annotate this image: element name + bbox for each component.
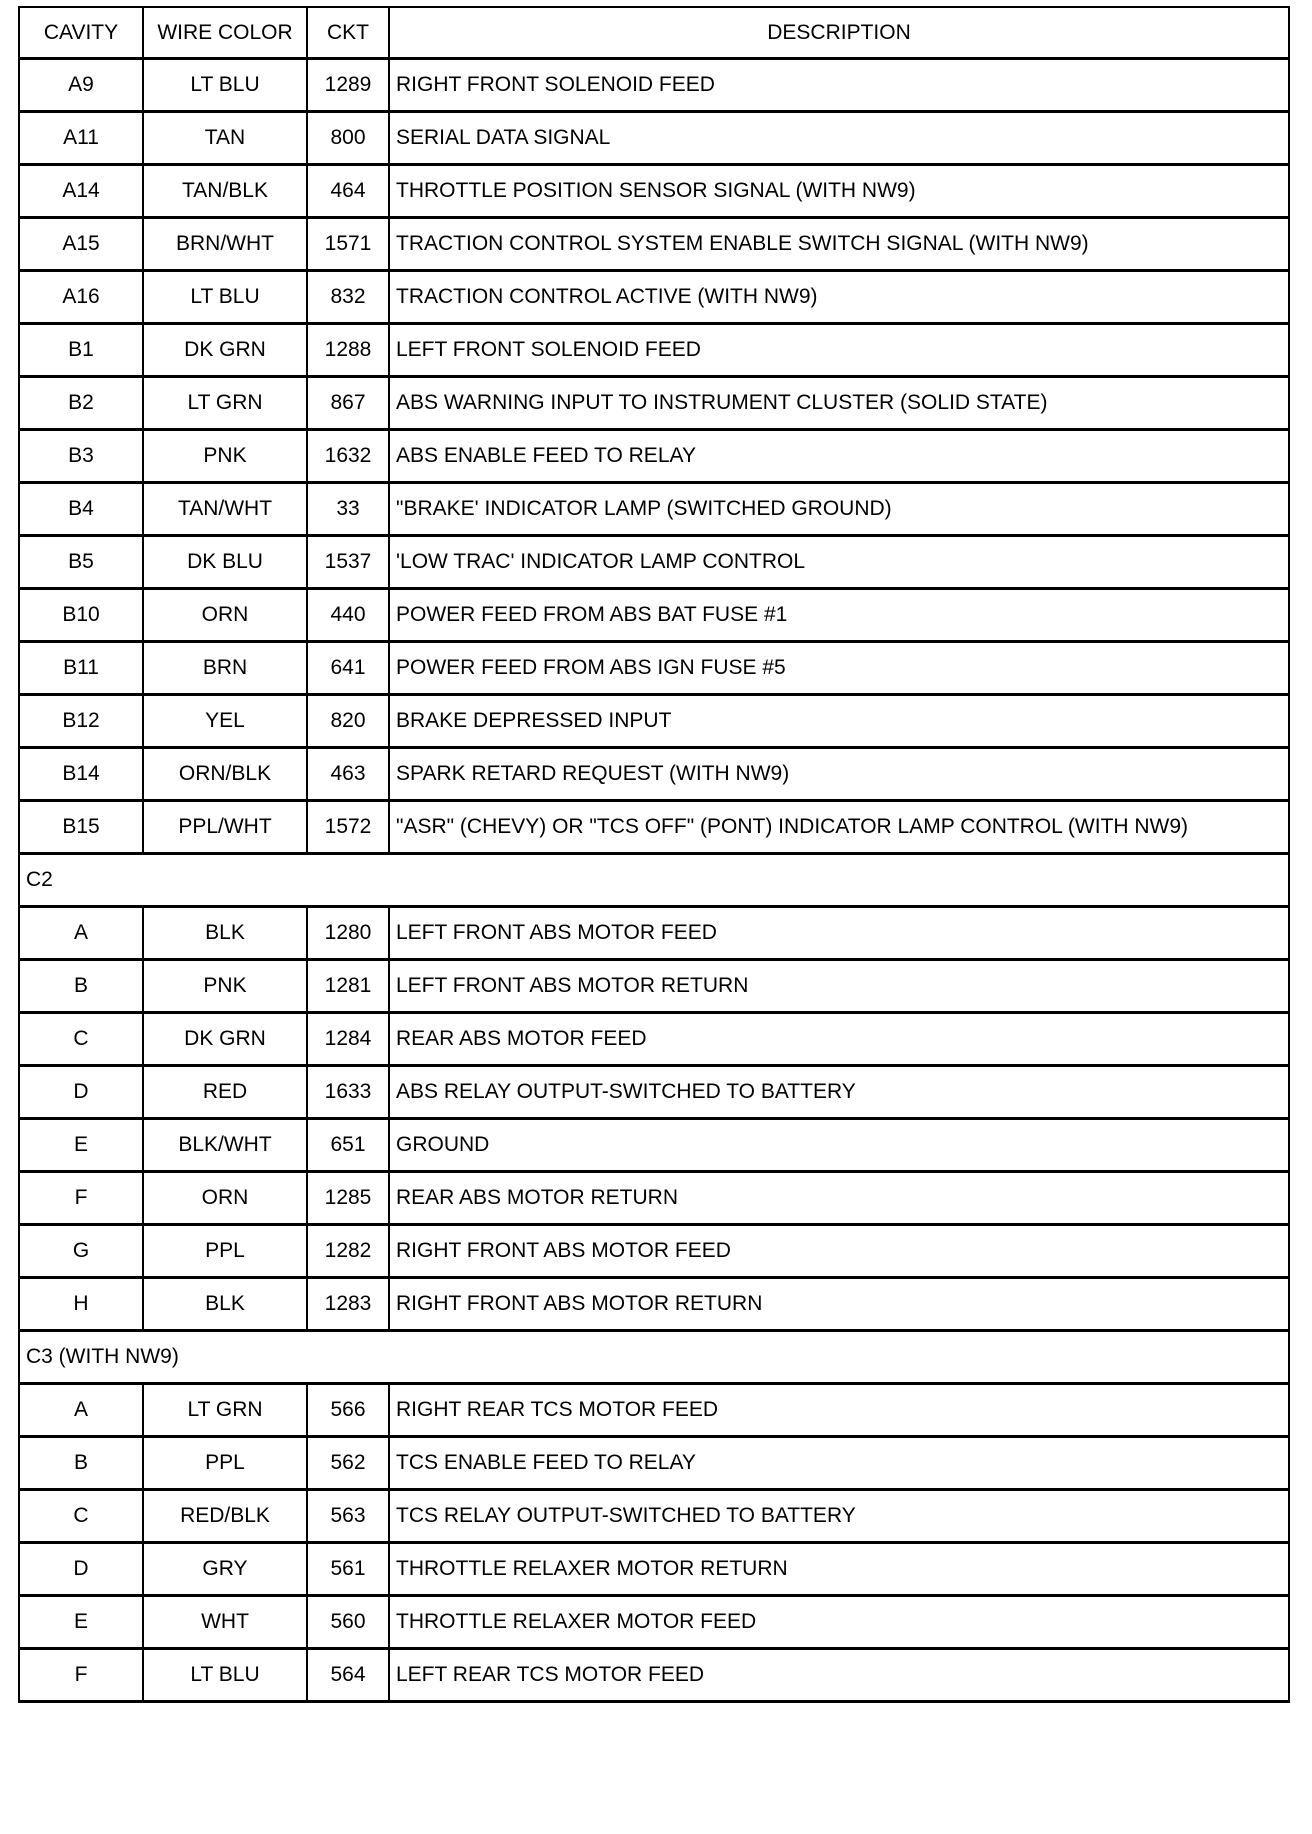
ckt-cell: 1572 [307, 801, 389, 854]
description-cell: TRACTION CONTROL ACTIVE (WITH NW9) [389, 271, 1289, 324]
wire-color-cell: BRN [143, 642, 307, 695]
section-header-row [19, 1331, 1289, 1384]
ckt-cell: 564 [307, 1649, 389, 1702]
cavity-cell: G [19, 1225, 143, 1278]
description-cell: REAR ABS MOTOR FEED [389, 1013, 1289, 1066]
ckt-cell: 867 [307, 377, 389, 430]
wire-color-cell: GRY [143, 1543, 307, 1596]
description-cell: REAR ABS MOTOR RETURN [389, 1172, 1289, 1225]
ckt-cell: 1285 [307, 1172, 389, 1225]
description-cell: ABS WARNING INPUT TO INSTRUMENT CLUSTER (SOLID STATE) [389, 377, 1289, 430]
table-row [19, 801, 1289, 854]
ckt-cell: 560 [307, 1596, 389, 1649]
table-row [19, 589, 1289, 642]
ckt-cell: 651 [307, 1119, 389, 1172]
description-cell: THROTTLE POSITION SENSOR SIGNAL (WITH NW9) [389, 165, 1289, 218]
description-cell: TCS ENABLE FEED TO RELAY [389, 1437, 1289, 1490]
description-cell: "BRAKE' INDICATOR LAMP (SWITCHED GROUND) [389, 483, 1289, 536]
description-cell: RIGHT FRONT SOLENOID FEED [389, 59, 1289, 112]
description-cell: RIGHT FRONT ABS MOTOR FEED [389, 1225, 1289, 1278]
ckt-cell: 1571 [307, 218, 389, 271]
ckt-cell: 1281 [307, 960, 389, 1013]
table-row [19, 324, 1289, 377]
table-row [19, 695, 1289, 748]
description-cell: RIGHT REAR TCS MOTOR FEED [389, 1384, 1289, 1437]
wire-color-cell: PNK [143, 960, 307, 1013]
section-header-row [19, 854, 1289, 907]
cavity-cell: A11 [19, 112, 143, 165]
ckt-cell: 1633 [307, 1066, 389, 1119]
table-header-row [19, 7, 1289, 59]
wire-color-cell: PNK [143, 430, 307, 483]
cavity-cell: F [19, 1172, 143, 1225]
description-cell: POWER FEED FROM ABS BAT FUSE #1 [389, 589, 1289, 642]
description-cell: ABS RELAY OUTPUT-SWITCHED TO BATTERY [389, 1066, 1289, 1119]
wire-color-cell: PPL [143, 1225, 307, 1278]
table-row [19, 1543, 1289, 1596]
wire-color-cell: LT BLU [143, 271, 307, 324]
ckt-cell: 1283 [307, 1278, 389, 1331]
wire-color-cell: TAN/WHT [143, 483, 307, 536]
table-row [19, 1066, 1289, 1119]
cavity-cell: A9 [19, 59, 143, 112]
description-cell: SPARK RETARD REQUEST (WITH NW9) [389, 748, 1289, 801]
wire-color-cell: WHT [143, 1596, 307, 1649]
ckt-cell: 1537 [307, 536, 389, 589]
table-row [19, 907, 1289, 960]
ckt-cell: 832 [307, 271, 389, 324]
wire-color-cell: PPL [143, 1437, 307, 1490]
ckt-cell: 440 [307, 589, 389, 642]
table-row [19, 1490, 1289, 1543]
cavity-cell: A [19, 907, 143, 960]
cavity-cell: B [19, 960, 143, 1013]
wire-color-cell: DK GRN [143, 1013, 307, 1066]
cavity-cell: A [19, 1384, 143, 1437]
cavity-cell: D [19, 1543, 143, 1596]
ckt-cell: 464 [307, 165, 389, 218]
wire-color-cell: LT GRN [143, 377, 307, 430]
ckt-cell: 463 [307, 748, 389, 801]
ckt-cell: 1280 [307, 907, 389, 960]
table-row [19, 1172, 1289, 1225]
description-cell: GROUND [389, 1119, 1289, 1172]
cavity-cell: E [19, 1119, 143, 1172]
description-cell: "ASR" (CHEVY) OR "TCS OFF" (PONT) INDICATOR LAMP CONTROL (WITH NW9) [389, 801, 1289, 854]
cavity-cell: B5 [19, 536, 143, 589]
table-row [19, 112, 1289, 165]
ckt-cell: 562 [307, 1437, 389, 1490]
cavity-cell: B [19, 1437, 143, 1490]
cavity-cell: B4 [19, 483, 143, 536]
description-cell: LEFT REAR TCS MOTOR FEED [389, 1649, 1289, 1702]
description-cell: LEFT FRONT SOLENOID FEED [389, 324, 1289, 377]
cavity-cell: C [19, 1013, 143, 1066]
table-row [19, 1596, 1289, 1649]
cavity-cell: B1 [19, 324, 143, 377]
description-cell: 'LOW TRAC' INDICATOR LAMP CONTROL [389, 536, 1289, 589]
table-row [19, 377, 1289, 430]
cavity-cell: B15 [19, 801, 143, 854]
ckt-cell: 641 [307, 642, 389, 695]
wire-color-cell: ORN [143, 1172, 307, 1225]
ckt-cell: 1284 [307, 1013, 389, 1066]
wire-color-cell: RED [143, 1066, 307, 1119]
table-row [19, 165, 1289, 218]
description-cell: THROTTLE RELAXER MOTOR RETURN [389, 1543, 1289, 1596]
table-row [19, 536, 1289, 589]
wire-color-cell: ORN [143, 589, 307, 642]
ckt-cell: 1289 [307, 59, 389, 112]
table-row [19, 218, 1289, 271]
ckt-cell: 1282 [307, 1225, 389, 1278]
cavity-cell: C [19, 1490, 143, 1543]
cavity-cell: B3 [19, 430, 143, 483]
table-row [19, 430, 1289, 483]
ckt-cell: 820 [307, 695, 389, 748]
connector-table-page [18, 6, 1288, 1703]
description-cell: THROTTLE RELAXER MOTOR FEED [389, 1596, 1289, 1649]
table-row [19, 1384, 1289, 1437]
description-cell: TCS RELAY OUTPUT-SWITCHED TO BATTERY [389, 1490, 1289, 1543]
cavity-cell: H [19, 1278, 143, 1331]
description-cell: POWER FEED FROM ABS IGN FUSE #5 [389, 642, 1289, 695]
table-row [19, 59, 1289, 112]
ckt-cell: 566 [307, 1384, 389, 1437]
ckt-cell: 561 [307, 1543, 389, 1596]
wire-color-cell: LT BLU [143, 59, 307, 112]
table-row [19, 960, 1289, 1013]
wire-color-cell: BLK/WHT [143, 1119, 307, 1172]
section-title: C3 (WITH NW9) [19, 1331, 1289, 1384]
description-cell: BRAKE DEPRESSED INPUT [389, 695, 1289, 748]
section-title: C2 [19, 854, 1289, 907]
description-cell: SERIAL DATA SIGNAL [389, 112, 1289, 165]
cavity-cell: B10 [19, 589, 143, 642]
wire-color-cell: YEL [143, 695, 307, 748]
ckt-cell: 1632 [307, 430, 389, 483]
header-wire-color: WIRE COLOR [143, 7, 307, 59]
wire-color-cell: TAN [143, 112, 307, 165]
wire-color-cell: LT GRN [143, 1384, 307, 1437]
wire-color-cell: DK GRN [143, 324, 307, 377]
wire-color-cell: PPL/WHT [143, 801, 307, 854]
wire-color-cell: LT BLU [143, 1649, 307, 1702]
table-row [19, 1278, 1289, 1331]
ckt-cell: 563 [307, 1490, 389, 1543]
ckt-cell: 800 [307, 112, 389, 165]
cavity-cell: A14 [19, 165, 143, 218]
header-ckt: CKT [307, 7, 389, 59]
cavity-cell: D [19, 1066, 143, 1119]
wire-color-cell: BRN/WHT [143, 218, 307, 271]
cavity-cell: B12 [19, 695, 143, 748]
cavity-cell: E [19, 1596, 143, 1649]
table-row [19, 1649, 1289, 1702]
table-row [19, 271, 1289, 324]
cavity-cell: A15 [19, 218, 143, 271]
description-cell: RIGHT FRONT ABS MOTOR RETURN [389, 1278, 1289, 1331]
cavity-cell: B14 [19, 748, 143, 801]
description-cell: TRACTION CONTROL SYSTEM ENABLE SWITCH SIGNAL (WITH NW9) [389, 218, 1289, 271]
wire-color-cell: RED/BLK [143, 1490, 307, 1543]
cavity-cell: F [19, 1649, 143, 1702]
cavity-cell: B2 [19, 377, 143, 430]
table-row [19, 1437, 1289, 1490]
connector-pinout-table [18, 6, 1290, 1703]
table-row [19, 1119, 1289, 1172]
header-cavity: CAVITY [19, 7, 143, 59]
wire-color-cell: BLK [143, 1278, 307, 1331]
wire-color-cell: BLK [143, 907, 307, 960]
header-description: DESCRIPTION [389, 7, 1289, 59]
table-body [19, 59, 1289, 1702]
cavity-cell: B11 [19, 642, 143, 695]
ckt-cell: 1288 [307, 324, 389, 377]
table-row [19, 1013, 1289, 1066]
wire-color-cell: ORN/BLK [143, 748, 307, 801]
description-cell: LEFT FRONT ABS MOTOR FEED [389, 907, 1289, 960]
table-row [19, 1225, 1289, 1278]
table-row [19, 748, 1289, 801]
table-row [19, 642, 1289, 695]
description-cell: ABS ENABLE FEED TO RELAY [389, 430, 1289, 483]
wire-color-cell: DK BLU [143, 536, 307, 589]
ckt-cell: 33 [307, 483, 389, 536]
cavity-cell: A16 [19, 271, 143, 324]
table-row [19, 483, 1289, 536]
wire-color-cell: TAN/BLK [143, 165, 307, 218]
description-cell: LEFT FRONT ABS MOTOR RETURN [389, 960, 1289, 1013]
